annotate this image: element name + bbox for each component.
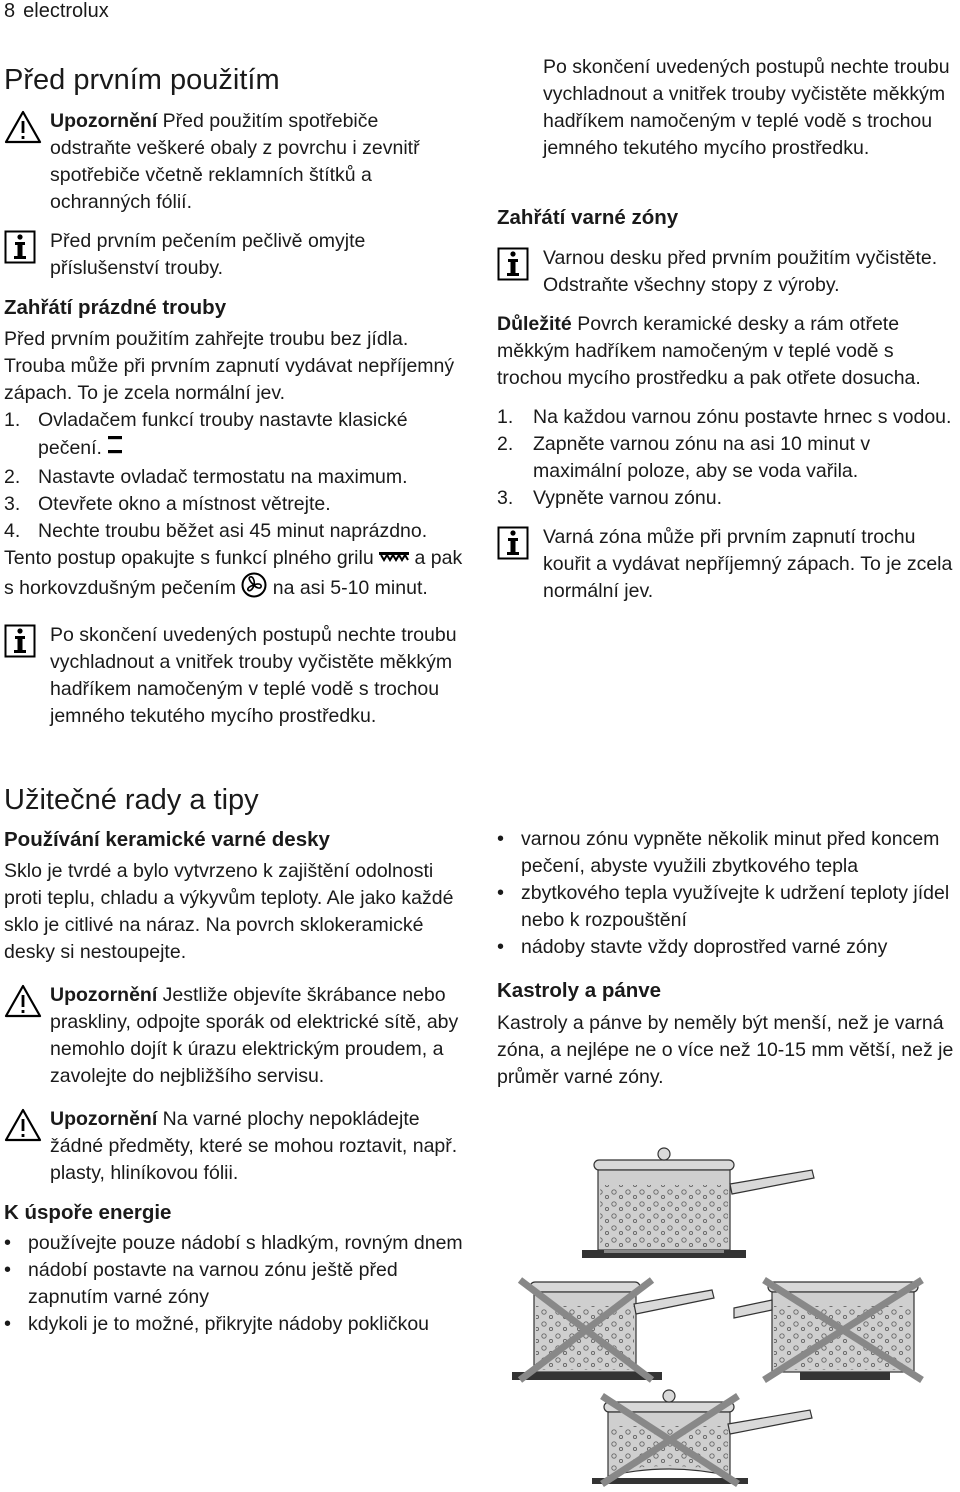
- warning-text: Jestliže objevíte škrábance nebo praskliny, odpojte sporák od elektrické sítě, aby nemohlo dojít k úrazu elektrickým proudem, a zavolejte do nejbližšího servisu.: [50, 984, 459, 1087]
- step-text: Nastavte ovladač termostatu na maximum.: [38, 466, 408, 488]
- bullet: •: [4, 1313, 12, 1335]
- heading-pans: Kastroly a pánve: [497, 979, 662, 1002]
- energy-tips-list: [4, 1230, 464, 1338]
- list-item: [497, 485, 957, 512]
- step-number: 1.: [497, 406, 514, 428]
- info-note-accessories: [4, 228, 464, 282]
- warning-label: Upozornění: [50, 110, 158, 132]
- right-column-2: [497, 826, 957, 1091]
- info-icon: [4, 624, 36, 666]
- list-item-text: zbytkového tepla využívejte k udržení teploty jídel nebo k rozpouštění: [521, 882, 950, 931]
- list-item: [4, 1311, 464, 1338]
- pans-text: Kastroly a pánve by neměly být menší, než je varná zóna, a nejlépe ne o více než 10-15 mm větší, než je průměr varné zóny.: [497, 1012, 954, 1088]
- bullet: •: [4, 1259, 12, 1281]
- step-number: 2.: [497, 433, 514, 455]
- list-item-text: nádoby stavte vždy doprostřed varné zóny: [521, 936, 888, 958]
- list-item: [4, 491, 464, 518]
- info-note-smoke: [497, 524, 957, 605]
- list-item: [4, 1257, 464, 1311]
- full-grill-icon: [379, 545, 409, 572]
- info-text: Varná zóna může při prvním zapnutí trochu kouřit a vydávat nepříjemný zápach. To je zcela normální jev.: [543, 526, 953, 602]
- page-number: 8: [4, 0, 16, 22]
- section-title-tips: Užitečné rady a tipy: [4, 784, 259, 816]
- pot-size-illustration: [512, 1140, 952, 1485]
- list-item-text: nádobí postavte na varnou zónu ještě před zapnutím varné zóny: [28, 1259, 398, 1308]
- too-small-pot-image: [512, 1280, 714, 1380]
- step-text: Vypněte varnou zónu.: [533, 487, 722, 509]
- list-item: [497, 934, 957, 961]
- brand-name: electrolux: [23, 0, 109, 22]
- bullet: •: [497, 828, 505, 850]
- warning-text: Před použitím spotřebiče odstraňte veškeré obaly z povrchu i zevnitř spotřebiče včetně reklamních štítků a ochranných fólií.: [50, 110, 420, 213]
- info-text: Po skončení uvedených postupů nechte troubu vychladnout a vnitřek trouby vyčistěte měkkým hadříkem namočeným v teplé vodě s trochou jemného tekutého mycího prostředku.: [50, 624, 457, 728]
- info-note-cooling: [4, 622, 464, 728]
- step-text: Otevřete okno a místnost větrejte.: [38, 493, 331, 515]
- bullet: •: [4, 1232, 12, 1254]
- step-text: Zapněte varnou zónu na asi 10 minut v maximální poloze, aby se voda vařila.: [533, 433, 871, 482]
- list-item: [4, 464, 464, 491]
- list-item-text: varnou zónu vypněte několik minut před koncem pečení, abyste využili zbytkového tepla: [521, 828, 940, 877]
- heading-ceramic-hob: Používání keramické varné desky: [4, 828, 330, 851]
- bullet: •: [497, 936, 505, 958]
- repeat-text-c: na asi 5-10 minut.: [272, 577, 428, 600]
- warning-triangle-icon: [4, 110, 42, 152]
- warning-text: Na varné plochy nepokládejte žádné předměty, které se mohou roztavit, např. plasty, hliníkovou fólii.: [50, 1108, 458, 1184]
- list-item: [4, 1230, 464, 1257]
- list-item: [4, 407, 464, 464]
- warning-note-cracks: [4, 982, 464, 1090]
- info-icon: [497, 247, 529, 289]
- list-item-text: kdykoli je to možné, přikryjte nádoby pokličkou: [28, 1313, 430, 1335]
- warning-label: Upozornění: [50, 984, 158, 1006]
- bullet: •: [497, 882, 505, 904]
- energy-tips-list-continued: [497, 826, 957, 961]
- warning-note-packaging: [4, 108, 464, 216]
- list-item: [497, 880, 957, 934]
- info-icon: [497, 526, 529, 568]
- list-item: [497, 431, 957, 485]
- info-text-continuation: Po skončení uvedených postupů nechte troubu vychladnout a vnitřek trouby vyčistěte měkkým hadříkem namočeným v teplé vodě s trochou jemného tekutého mycího prostředku.: [543, 56, 950, 159]
- step-number: 1.: [4, 409, 21, 431]
- heading-heat-zones: Zahřátí varné zóny: [497, 206, 679, 229]
- warning-label: Upozornění: [50, 1108, 158, 1130]
- too-large-pot-image: [734, 1280, 922, 1380]
- info-note-clean-hob: [497, 245, 957, 299]
- info-cooling-continuation: [497, 56, 957, 189]
- heat-empty-intro: Před prvním použitím zahřejte troubu bez jídla. Trouba může při prvním zapnutí vydávat nepříjemný zápach. To je zcela normální jev.: [4, 328, 455, 404]
- step-number: 2.: [4, 466, 21, 488]
- step-number: 3.: [4, 493, 21, 515]
- step-text: Ovladačem funkcí trouby nastavte klasické pečení.: [38, 409, 408, 460]
- heat-empty-steps: [4, 407, 464, 545]
- step-text: Na každou varnou zónu postavte hrnec s vodou.: [533, 406, 952, 428]
- important-text: Povrch keramické desky a rám otřete měkkým hadříkem namočeným v teplé vodě s trochou mycího prostředku a pak otřete dosucha.: [497, 313, 921, 389]
- repeat-procedure-text: [4, 545, 464, 606]
- hot-air-fan-icon: [241, 572, 267, 606]
- warning-triangle-icon: [4, 1108, 42, 1150]
- important-note: [497, 311, 957, 392]
- heading-energy-saving: K úspoře energie: [4, 1201, 172, 1224]
- left-column-2: [4, 826, 464, 1338]
- step-number: 4.: [4, 520, 21, 542]
- right-column-1: [497, 56, 957, 605]
- warning-triangle-icon: [4, 984, 42, 1026]
- info-icon: [4, 230, 36, 272]
- list-item: [497, 826, 957, 880]
- warning-note-melting: [4, 1106, 464, 1187]
- page-header: [4, 0, 109, 25]
- step-number: 3.: [497, 487, 514, 509]
- important-label: Důležité: [497, 313, 572, 335]
- list-item: [4, 518, 464, 545]
- list-item: [497, 404, 957, 431]
- heading-heat-empty-oven: Zahřátí prázdné trouby: [4, 296, 227, 319]
- info-text: Před prvním pečením pečlivě omyjte příslušenství trouby.: [50, 230, 366, 279]
- heat-zone-steps: [497, 404, 957, 512]
- correct-pot-image: [582, 1148, 814, 1258]
- repeat-text-b: a pak s horkovzdušným pečením: [4, 547, 463, 600]
- left-column-1: [4, 108, 464, 728]
- info-text: Varnou desku před prvním použitím vyčistěte. Odstraňte všechny stopy z výroby.: [543, 247, 938, 296]
- ceramic-text: Sklo je tvrdé a bylo vytvrzeno k zajištění odolnosti proti teplu, chladu a výkyvům teploty. Ale jako každé sklo je citlivé na náraz. Na povrch sklokeramické desky si nestoupejte.: [4, 860, 454, 963]
- conventional-cooking-icon: [107, 434, 123, 464]
- section-title-first-use: Před prvním použitím: [4, 64, 280, 96]
- list-item-text: používejte pouze nádobí s hladkým, rovným dnem: [28, 1232, 463, 1254]
- repeat-text-a: Tento postup opakujte s funkcí plného grilu: [4, 547, 374, 569]
- uneven-bottom-pot-image: [592, 1390, 812, 1484]
- step-text: Nechte troubu běžet asi 45 minut naprázdno.: [38, 520, 428, 542]
